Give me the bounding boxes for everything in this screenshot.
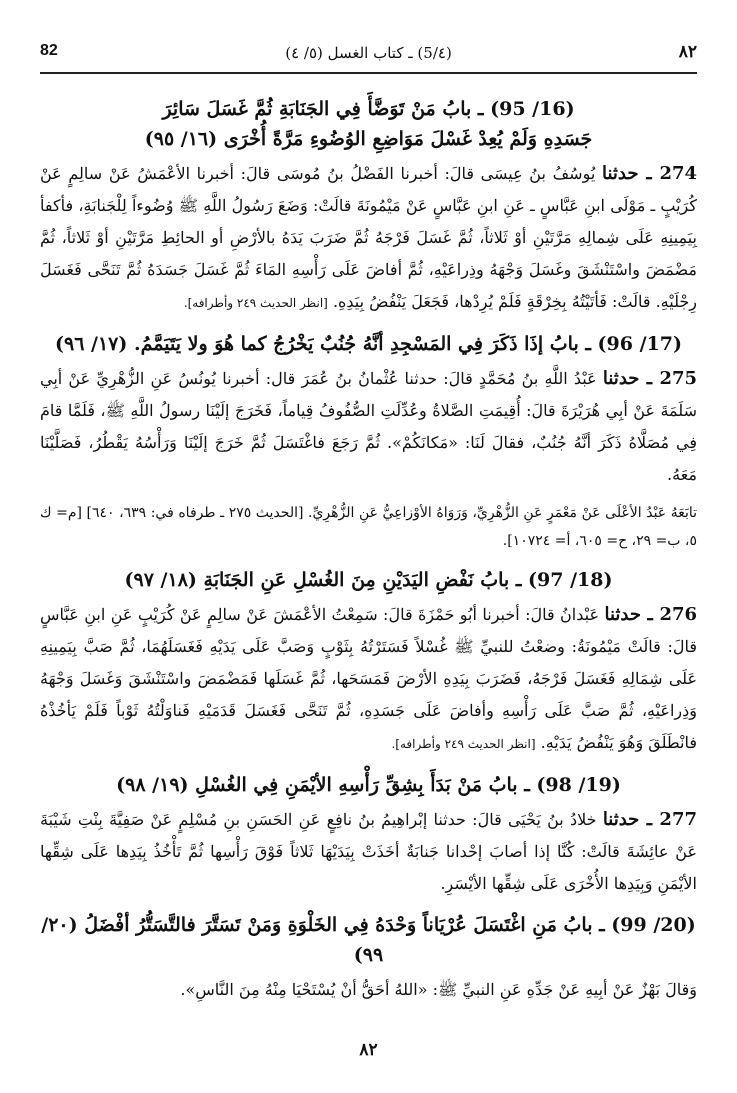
chapter-heading-line: (19/ 98) ـ بابُ مَنْ بَدَأَ بِشِقِّ رَأْسِهِ الأيْمَنِ فِي الغُسْلِ (١٩/ ٩٨) xyxy=(116,774,621,796)
chapter-heading xyxy=(40,329,697,359)
chapter-heading-line: جَسَدِهِ وَلَمْ يُعِدْ غَسْلَ مَوَاضِعِ الوُضُوءِ مَرَّةً أُخْرَى (١٦/ ٩٥) xyxy=(144,128,593,150)
hadith-text: عَبْدُ اللَّهِ بنُ مُحَمَّدٍ قالَ: حدثنا عُثْمانُ بنُ عُمَرَ قال: أخبرنا يُونُسُ عَنِ الزُّهْرِيِّ عَنْ أبِي سَلَمَةَ عَنْ أبِي هُرَيْرَةَ قالَ: أُقِيمَتِ الصَّلاةُ وعُدِّلَتِ الصُّفُوفُ قِياماً، فَخَرَجَ إلَيْنَا رسولُ اللَّهِ ﷺ، فَلَمَّا قامَ فِي مُصَلَّاهُ ذَكَرَ أنَّهُ جُنُبٌ، فقالَ لَنَا: «مَكانَكُمْ». ثُمَّ رَجَعَ فاغْتَسَلَ ثُمَّ خَرَجَ إلَيْنَا وَرَأْسُهُ يَقْطُرُ، فَصَلَّيْنَا مَعَهُ. xyxy=(40,369,697,484)
chapter-heading xyxy=(40,94,697,154)
chapter-heading-line: (18/ 97) ـ بابُ نَفْضِ اليَدَيْنِ مِنَ الغُسْلِ عَنِ الجَنَابَةِ (١٨/ ٩٧) xyxy=(124,569,613,591)
hadith-number: 274 ـ حدثنا xyxy=(601,163,698,184)
chapter-heading xyxy=(40,565,697,595)
hadith-text: يُوسُفُ بنُ عِيسَى قالَ: أخبرنا الفَضْلُ بنُ مُوسَى قالَ: أخبرنا الأعْمَشُ عَنْ سالِمٍ عَنْ كُرَيْبٍ ـ مَوْلَى ابنِ عَبَّاسٍ ـ عَنِ ابنِ عَبَّاسٍ عَنْ مَيْمُونَةَ قالَتْ: وَضَعَ رَسُولُ اللَّهِ ﷺ وُضُوءاً لِلْجَنابَةِ، فأكفأ بِيَمِينِهِ عَلَى شِمالِهِ مَرَّتَيْنِ أوْ ثَلاثاً، ثُمَّ غَسَلَ فَرْجَهُ ثُمَّ ضَرَبَ يَدَهُ بالأرْضِ أو الحائِطِ مَرَّتَيْنِ أوْ ثَلاثاً، ثُمَّ مَضْمَضَ واسْتَنْشَقَ وغَسَلَ وَجْهَهُ وذِراعَيْهِ، ثُمَّ أفاضَ عَلَى رَأْسِهِ المَاءَ ثُمَّ غَسَلَ جَسَدَهُ ثُمَّ تَنَحَّى فَغَسَلَ رِجْلَيْهِ. قالَتْ: فَأتَيْتُهُ بِخِرْقَةٍ فَلَمْ يُرِدْها، فَجَعَلَ يَنْفُضُ بِيَدِهِ. xyxy=(40,164,698,311)
footer-page-number: ٨٢ xyxy=(359,1040,378,1060)
hadith-paragraph xyxy=(40,363,697,491)
header-divider xyxy=(40,72,697,74)
hadith-number: 277 ـ حدثنا xyxy=(602,809,697,830)
cross-reference: [انظر الحديث ٢٤٩ وأطرافه]. xyxy=(183,296,328,310)
hadith-paragraph xyxy=(40,599,697,760)
hadith-number: 276 ـ حدثنا xyxy=(604,604,698,625)
header-title: (٤/5) ـ كتاب الغسل (٥/ ٤) xyxy=(285,44,452,62)
hadith-paragraph xyxy=(40,158,697,319)
chapter-heading xyxy=(40,770,697,800)
hadith-text: عَبْدانُ قالَ: أخبرنا أبُو حَمْزَةَ قالَ: سَمِعْتُ الأعْمَشَ عَنْ سالِمٍ عَنْ كُرَيْبٍ عَنِ ابنِ عَبَّاسٍ قالَ: قالَتْ مَيْمُونَةُ: وضعْتُ للنبيِّ ﷺ غُسْلاً فَسَتَرْتُهُ بِثَوْبٍ وَصَبَّ عَلَى يَدَيْهِ فَغَسَلَهُمَا، ثُمَّ صَبَّ بِيَمِينِهِ عَلَى شِمَالِهِ فَغَسَلَ فَرْجَهُ، فَضَرَبَ بِيَدِهِ الأرْضَ فَمَسَحَها، ثُمَّ غَسَلَها فَمَضْمَضَ واسْتَنْشَقَ وَغَسَلَ وَجْهَهُ وَذِراعَيْهِ، ثُمَّ صَبَّ عَلَى رَأْسِهِ وأفاضَ عَلَى جَسَدِهِ، ثُمَّ تَنَحَّى فَغَسَلَ قَدَمَيْهِ فَناوَلْتُهُ ثَوْباً فَلَمْ يَأخُذْهُ فانْطَلَقَ وَهُوَ يَنْفُضُ يَدَيْهِ. xyxy=(40,605,697,752)
header-page-number-arabic: ٨٢ xyxy=(678,42,697,62)
running-header xyxy=(40,38,697,68)
hadith-paragraph xyxy=(40,974,697,1006)
hadith-number: 275 ـ حدثنا xyxy=(602,368,698,389)
header-page-number-latin: 82 xyxy=(40,42,58,59)
cross-reference: [انظر الحديث ٢٤٩ وأطرافه]. xyxy=(391,737,536,751)
chapter-heading xyxy=(40,910,697,970)
chapter-heading-line: (17/ 96) ـ بابُ إذَا ذَكَرَ فِي المَسْجِدِ أنَّهُ جُنُبٌ يَخْرُجُ كما هُوَ ولا يَتَيَمَّمُ. (١٧/ ٩٦) xyxy=(54,333,682,355)
hadith-note: تابَعَهُ عَبْدُ الأعْلَى عَنْ مَعْمَرٍ عَنِ الزُّهْرِيِّ، وَرَوَاهُ الأوْزاعِيُّ عَنِ الزُّهْرِيِّ. [الحديث ٢٧٥ ـ طرفاه في: ٦٣٩، ٦٤٠] [م= ك ٥، ب= ٢٩، ح= ٦٠٥، أ= ١٠٧٢٤]. xyxy=(40,505,698,549)
hadith-paragraph xyxy=(40,804,697,900)
hadith-text: خلادُ بنُ يَحْيَى قالَ: حدثنا إبْراهِيمُ بنُ نافِعٍ عَنِ الحَسَنِ بنِ مُسْلِمٍ عَنْ صَفِيَّةَ بِنْتِ شَيْبَةَ عَنْ عائِشَةَ قالَتْ: كُنَّا إذا أصابَ إحْدانا جَنابَةٌ أخَذَتْ بِيَدَيْهَا ثَلاثاً فَوْقَ رَأْسِها ثُمَّ تَأْخُذُ بِيَدِها عَلَى شِقِّها الأيْمَنِ وَبِيَدِها الأُخْرَى عَلَى شِقِّها الأيْسَرِ. xyxy=(40,810,697,893)
main-text xyxy=(40,80,697,1006)
chapter-heading-line: (20/ 99) ـ بابُ مَنِ اغْتَسَلَ عُرْيَاناً وَحْدَهُ فِي الخَلْوَةِ وَمَنْ تَسَتَّرَ فالتَّسَتُّرُ أفْضَلُ (٢٠/ ٩٩) xyxy=(41,914,696,966)
hadith-text: وَقالَ بَهْزٌ عَنْ أبِيهِ عَنْ جَدِّهِ عَنِ النبيِّ ﷺ: «اللهُ أحَقُّ أنْ يُسْتَحْيَا مِنْهُ مِنَ النَّاسِ». xyxy=(180,980,697,999)
chapter-heading-line: (16/ 95) ـ بابُ مَنْ تَوَضَّأَ فِي الجَنَابَةِ ثُمَّ غَسَلَ سَائِرَ xyxy=(162,98,575,120)
